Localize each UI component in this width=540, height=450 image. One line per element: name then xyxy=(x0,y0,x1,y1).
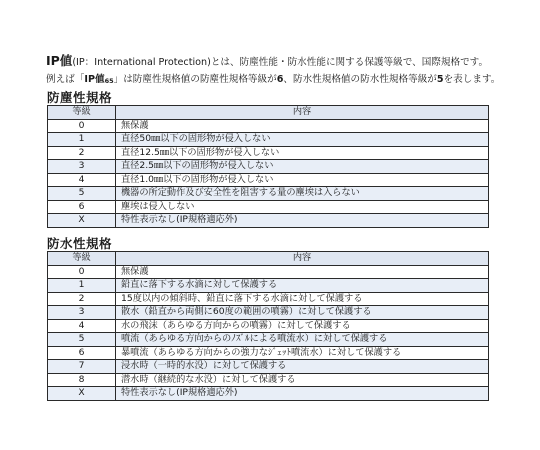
example-water-grade: 5 xyxy=(436,74,444,85)
water-section-title: 防水性規格 xyxy=(47,236,113,251)
ip-value-term: IP値 xyxy=(46,53,73,68)
table-row xyxy=(48,187,489,201)
grade-cell: 4 xyxy=(48,319,116,333)
intro-line-2-part-b: 」は防塵性規格値の防塵性規格等級が xyxy=(113,74,277,85)
ip-expansion: (IP：International Protection) xyxy=(72,57,211,68)
content-cell: 直径50㎜以下の固形物が侵入しない xyxy=(116,133,489,147)
intro-text xyxy=(46,52,526,90)
dust-protection-table xyxy=(47,105,489,228)
grade-cell: X xyxy=(48,387,116,401)
grade-header: 等級 xyxy=(48,252,116,266)
table-row xyxy=(48,173,489,187)
intro-line-2-part-c: 、防水性規格値の防水性規格等級が xyxy=(283,74,437,85)
grade-header: 等級 xyxy=(48,106,116,120)
table-row xyxy=(48,146,489,160)
grade-cell: 6 xyxy=(48,346,116,360)
intro-line-1 xyxy=(46,52,526,71)
grade-cell: 1 xyxy=(48,133,116,147)
dust-table-body xyxy=(48,119,489,227)
table-row xyxy=(48,265,489,279)
table-row xyxy=(48,360,489,374)
example-dust-grade: 6 xyxy=(276,74,284,85)
water-table-header-row xyxy=(48,252,489,266)
table-row xyxy=(48,333,489,347)
content-header: 内容 xyxy=(116,252,489,266)
table-row xyxy=(48,306,489,320)
content-cell: 機器の所定動作及び安全性を阻害する量の塵埃は入らない xyxy=(116,187,489,201)
content-cell: 散水（鉛直から両側に60度の範囲の噴霧）に対して保護する xyxy=(116,306,489,320)
grade-cell: 0 xyxy=(48,119,116,133)
grade-cell: 0 xyxy=(48,265,116,279)
grade-cell: 3 xyxy=(48,160,116,174)
intro-line-2 xyxy=(46,71,526,90)
content-cell: 直径2.5㎜以下の固形物が侵入しない xyxy=(116,160,489,174)
intro-line-1-rest: とは、防塵性能・防水性能に関する保護等級で、国際規格です。 xyxy=(210,57,489,68)
example-ip-code: 65 xyxy=(104,77,114,85)
table-row xyxy=(48,119,489,133)
table-row xyxy=(48,346,489,360)
content-cell: 暴噴流（あらゆる方向からの強力なｼﾞｪｯﾄ噴流水）に対して保護する xyxy=(116,346,489,360)
grade-cell: 8 xyxy=(48,373,116,387)
content-cell: 潜水時（継続的な水没）に対して保護する xyxy=(116,373,489,387)
grade-cell: 4 xyxy=(48,173,116,187)
grade-cell: X xyxy=(48,214,116,228)
table-row xyxy=(48,319,489,333)
grade-cell: 6 xyxy=(48,200,116,214)
grade-cell: 1 xyxy=(48,279,116,293)
content-cell: 15度以内の傾斜時、鉛直に落下する水滴に対して保護する xyxy=(116,292,489,306)
content-cell: 直径12.5㎜以下の固形物が侵入しない xyxy=(116,146,489,160)
intro-line-2-part-d: を表します。 xyxy=(443,74,501,85)
intro-line-2-part-a: 例えば「 xyxy=(46,74,85,85)
table-row xyxy=(48,200,489,214)
content-cell: 特性表示なし(IP規格適応外) xyxy=(116,214,489,228)
table-row xyxy=(48,279,489,293)
content-cell: 浸水時（一時的水没）に対して保護する xyxy=(116,360,489,374)
grade-cell: 5 xyxy=(48,333,116,347)
dust-section-title: 防塵性規格 xyxy=(47,90,113,105)
content-cell: 噴流（あらゆる方向からのﾉｽﾞﾙによる噴流水）に対して保護する xyxy=(116,333,489,347)
content-cell: 無保護 xyxy=(116,119,489,133)
content-cell: 水の飛沫（あらゆる方向からの噴霧）に対して保護する xyxy=(116,319,489,333)
table-row xyxy=(48,214,489,228)
content-cell: 特性表示なし(IP規格適応外) xyxy=(116,387,489,401)
example-ip-term: IP値 xyxy=(84,74,105,85)
table-row xyxy=(48,373,489,387)
grade-cell: 3 xyxy=(48,306,116,320)
table-row xyxy=(48,387,489,401)
content-cell: 鉛直に落下する水滴に対して保護する xyxy=(116,279,489,293)
table-row xyxy=(48,160,489,174)
content-cell: 塵埃は侵入しない xyxy=(116,200,489,214)
content-header: 内容 xyxy=(116,106,489,120)
content-cell: 無保護 xyxy=(116,265,489,279)
grade-cell: 2 xyxy=(48,146,116,160)
table-row xyxy=(48,292,489,306)
grade-cell: 5 xyxy=(48,187,116,201)
water-table-body xyxy=(48,265,489,400)
grade-cell: 2 xyxy=(48,292,116,306)
dust-table-header-row xyxy=(48,106,489,120)
table-row xyxy=(48,133,489,147)
content-cell: 直径1.0㎜以下の固形物が侵入しない xyxy=(116,173,489,187)
water-protection-table xyxy=(47,251,489,401)
grade-cell: 7 xyxy=(48,360,116,374)
